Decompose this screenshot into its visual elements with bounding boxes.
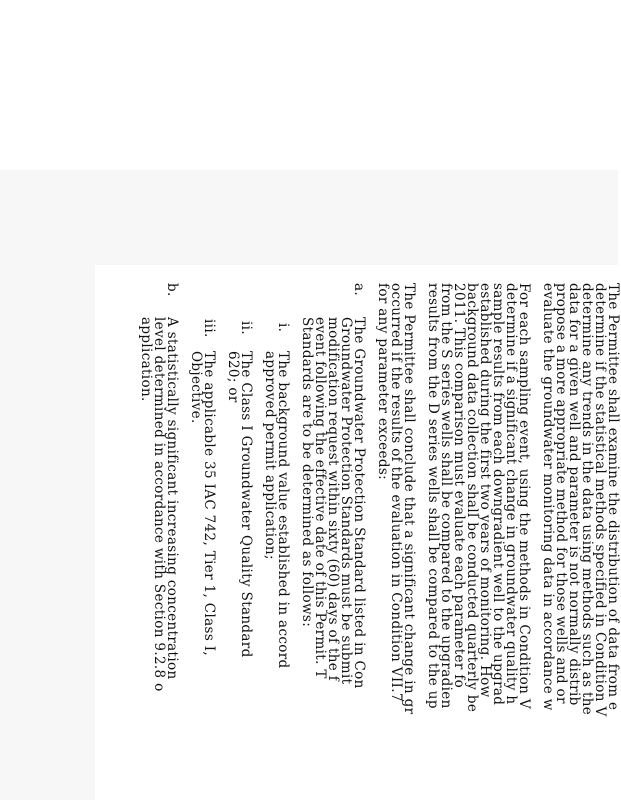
text-line: Groundwater Protection Standards must be submit <box>338 317 354 685</box>
text-line: sample results from each downgradient well to the upgrad <box>490 283 506 706</box>
sub-item-iii <box>189 283 215 717</box>
text-line: results from the D series wells shall be compared to the up <box>425 283 441 709</box>
list-item-a <box>189 283 365 717</box>
text-line: determine if a significant change in groundwater quality h <box>503 283 519 705</box>
text-line: The background value established in accord <box>275 351 291 669</box>
text-line: The Permittee shall conclude that a significant change in gr <box>401 283 417 715</box>
text-line: Objective. <box>188 351 204 424</box>
text-line: evaluate the groundwater monitoring data in accordance w <box>540 283 556 711</box>
sub-list-marker: ii. <box>238 321 254 335</box>
text-line: The applicable 35 IAC 742, Tier 1, Class I, <box>201 351 217 657</box>
text-line: level determined in accordance with Section 9.2.8 o <box>151 317 167 692</box>
text-line: background data collection shall be conducted quarterly be <box>464 283 480 713</box>
text-line: determine any trends in the data using methods such as the <box>579 283 595 716</box>
rotated-document-body <box>139 283 619 717</box>
text-line: 620; or <box>225 351 241 403</box>
text-line: determine if the statistical methods specified in Condition V <box>592 283 608 717</box>
sub-list-marker: i. <box>275 323 291 333</box>
text-line: propose a more appropriate method for those wells and or <box>553 283 569 704</box>
list-marker: a. <box>351 283 367 297</box>
paragraph-sampling-event <box>426 283 530 717</box>
list-marker: b. <box>164 283 180 297</box>
text-line: occurred if the results of the evaluation in Condition VII.7 <box>388 283 404 702</box>
text-line: For each sampling event, using the methods in Condition V <box>516 283 532 709</box>
text-line: modification request within sixty (60) days of the f <box>325 317 341 682</box>
text-line: The Groundwater Protection Standard listed in Con <box>351 317 367 689</box>
text-line: for any parameter exceeds: <box>375 283 391 481</box>
paragraph-distribution-examination <box>541 283 619 717</box>
sub-item-i <box>263 283 289 717</box>
text-line: Standards are to be determined as follows: <box>299 317 315 628</box>
text-line: A statistically significant increasing concentration <box>164 317 180 680</box>
sub-list-marker: iii. <box>201 319 217 338</box>
text-line: application. <box>138 317 154 402</box>
paragraph-significant-change <box>376 283 415 717</box>
text-line: approved permit application; <box>262 351 278 560</box>
text-line: established during the first two years of monitoring. How <box>477 283 493 698</box>
text-line: The Permittee shall examine the distribution of data from e <box>605 283 621 711</box>
text-line: event following the effective date of this Permit. T <box>312 317 328 679</box>
text-line: data for a given well and parameter is not normally distrib <box>566 283 582 706</box>
list-item-b <box>139 283 178 717</box>
text-line: The Class I Groundwater Quality Standard <box>238 351 254 658</box>
text-line: 2011. This comparison must evaluate each parameter fo <box>451 283 467 689</box>
sub-item-ii <box>226 283 252 717</box>
text-line: from the S series wells shall be compared to the upgradien <box>438 283 454 709</box>
